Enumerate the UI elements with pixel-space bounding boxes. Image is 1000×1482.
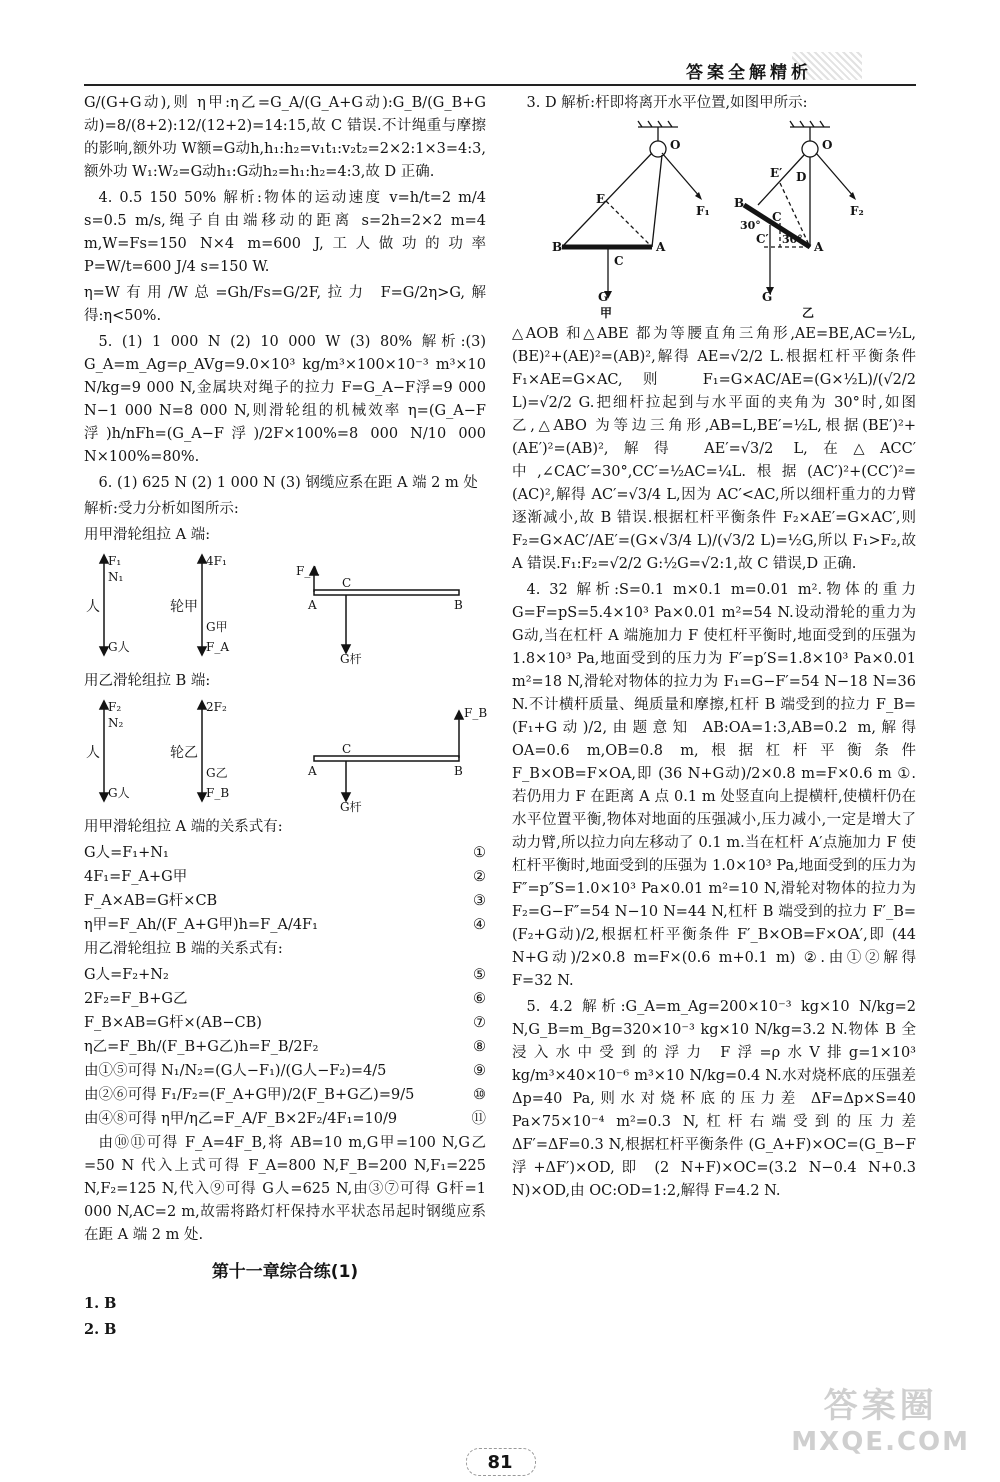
fig2-2f2-label: 2F₂ <box>206 700 227 714</box>
right-column <box>512 92 916 1206</box>
watermark-line-1: 答案圈 <box>823 1386 938 1426</box>
jia-a-label: A <box>656 240 666 254</box>
force-diagram-jia <box>84 551 484 666</box>
equation-9: 由①⑤可得 N₁/N₂=(G人−F₁)/(G人−F₂)=4/5 ⑨ <box>84 1063 486 1079</box>
yi-g-label: G <box>762 290 773 304</box>
fig1-b-label: B <box>454 598 463 612</box>
right-paragraph-q4: 4. 32 解析:S=0.1 m×0.1 m=0.01 m².物体的重力 G=F=pS=5.4×10³ Pa×0.01 m²=54 N.设动滑轮的重力为 G动,当在杠杆 A 端施加力 F 使杠杆平衡时,地面受到的压强为 1.8×10³ Pa,地面受到的压力为 F′=p′S=1.8×10³ Pa×0.01 m²=18 N,滑轮对物体的拉力为 F₁=G−F′=54 N−18 N=36 N.不计横杆质量、绳质量和摩擦,杠杆 B 端受到的拉力 F_B=(F₁+G动)/2,由题意知 AB:OA=1:3,AB=0.2 m,解得 OA=0.6 m,OB=0.8 m,根据杠杆平衡条件 F_B×OB=F×OA,即 (36 N+G动)/2×0.8 m=F×0.6 m ①.若仍用力 F 在距离 A 点 0.1 m 处竖直向上提横杆,使横杆仍在水平位置平衡,物体对地面的压强减小,压力减小,一定是增大了动力臂,所以拉力向左移动了 0.1 m.当在杠杆 A′点施加力 F 使杠杆平衡时,地面受到的压强为 1.0×10³ Pa,地面受到的压力为 F″=p″S=1.0×10³ Pa×0.01 m²=10 N,滑轮对物体的拉力为 F₂=G−F″=54 N−10 N=44 N,杠杆 B 端受到的拉力 F′_B=(F₂+G动)/2,根据杠杆平衡条件 F′_B×OB=F×OA′,即 (44 N+G动)/2×0.8 m=F×(0.6 m+0.1 m) ②.由①②解得 F=32 N. <box>512 582 916 989</box>
fig2-gyi-label: G乙 <box>206 766 228 780</box>
yi-a-label: A <box>814 240 824 254</box>
jia-o-label: O <box>670 138 681 152</box>
yi-e-label: E′ <box>770 166 783 180</box>
jia-g-label: G <box>598 290 609 304</box>
equation-1: G人=F₁+N₁ ① <box>84 845 486 861</box>
header-rule <box>84 84 916 86</box>
yi-d-label: D <box>796 170 807 184</box>
equation-2: 4F₁=F_A+G甲 ② <box>84 869 486 885</box>
equation-8: η乙=F_Bh/(F_B+G乙)h=F_B/2F₂ ⑧ <box>84 1039 486 1055</box>
force-diagram-yi <box>84 697 488 814</box>
fig1-grod-label: G杆 <box>340 652 362 666</box>
fig1-person-label: 人 <box>86 599 100 615</box>
section-title: 第十一章综合练(1) <box>211 1262 359 1282</box>
fig1-gperson-label: G人 <box>108 640 130 654</box>
fig1-a-label: A <box>308 598 317 612</box>
yi-angle-a-label: 30° <box>782 233 803 246</box>
left-paragraph-q4: 4. 0.5 150 50% 解析:物体的运动速度 v=h/t=2 m/4 s=0.5 m/s,绳子自由端移动的距离 s=2h=2×2 m=4 m,W=Fs=150 N×4 m=600 J,工人做功的功率 P=W/t=600 J/4 s=150 W. <box>84 190 486 275</box>
fig1-n1-label: N₁ <box>108 570 124 584</box>
answer-1: 1. B <box>84 1295 117 1312</box>
equation-10: 由②⑥可得 F₁/F₂=(F_A+G甲)/2(F_B+G乙)=9/5 ⑩ <box>84 1087 486 1103</box>
yi-angle-b-label: 30° <box>740 219 761 232</box>
fig1-4f1-label: 4F₁ <box>206 554 227 568</box>
lever-diagrams <box>512 119 912 319</box>
left-column <box>84 92 486 1344</box>
equation-7: F_B×AB=G杆×(AB−CB) ⑦ <box>84 1015 486 1031</box>
jia-f1-label: F₁ <box>696 204 710 218</box>
fig2-person-label: 人 <box>86 745 100 761</box>
fig2-c-label: C <box>342 742 352 756</box>
fig1-c-label: C <box>342 576 352 590</box>
caption-jia: 甲 <box>600 306 613 320</box>
left-paragraph-eta: η=W有用/W总=Gh/Fs=G/2F,拉力 F=G/2η>G,解得:η<50%. <box>84 285 486 324</box>
equation-4: η甲=F_Ah/(F_A+G甲)h=F_A/4F₁ ④ <box>84 917 486 933</box>
header-title: 答案全解精析 <box>686 63 812 83</box>
right-paragraph-q3-analysis: △AOB 和△ABE 都为等腰直角三角形,AE=BE,AC=½L,(BE)²+(AE)²=(AB)²,解得 AE=√2/2 L.根据杠杆平衡条件 F₁×AE=G×AC,则 F₁=G×AC/AE=(G×½L)/(√2/2 L)=√2/2 G.把细杆拉起到与水平面的夹角为 30°时,如图乙,△ABO 为等边三角形,AB=L,BE′=½L,根据(BE′)²+(AE′)²=(AB)²,解得 AE′=√3/2 L,在△ACC′中,∠CAC′=30°,CC′=½AC=¼L.根据(AC′)²+(CC′)²=(AC)²,解得 AC′=√3/4 L,因为 AC′<AC,所以细杆重力的力臂逐渐减小,故 B 错误.根据杠杆平衡条件 F₂×AE′=G×AC′,则 F₂=G×AC′/AE′=(G×√3/4 L)/(√3/2 L)=½G,所以 F₁>F₂,故 A 错误.F₁:F₂=√2/2 G:½G=√2:1,故 C 错误,D 正确. <box>512 326 916 572</box>
left-paragraph-analysis: 解析:受力分析如图所示: <box>84 501 239 517</box>
left-paragraph-relations-jia: 用甲滑轮组拉 A 端的关系式有: <box>84 819 283 835</box>
equation-3: F_A×AB=G杆×CB ③ <box>84 893 486 909</box>
watermark <box>791 1388 970 1460</box>
watermark-line-2: MXQE.COM <box>791 1427 970 1457</box>
fig2-fb-pull-label: F_B <box>206 786 230 800</box>
equation-5: G人=F₂+N₂ ⑤ <box>84 967 486 983</box>
fig2-f2-label: F₂ <box>108 700 122 714</box>
fig2-pulley-label: 轮乙 <box>170 745 198 761</box>
caption-yi: 乙 <box>802 306 815 320</box>
yi-cprime-label: C′ <box>756 232 769 246</box>
equation-11: 由④⑧可得 η甲/η乙=F_A/F_B×2F₂/4F₁=10/9 ⑪ <box>84 1111 486 1127</box>
fig2-fb-label: F_B <box>464 706 488 720</box>
fig2-a-label: A <box>308 764 317 778</box>
fig1-fa-pull-label: F_A <box>206 640 229 654</box>
fig1-f1-label: F₁ <box>108 554 122 568</box>
fig2-b-label: B <box>454 764 463 778</box>
yi-o-label: O <box>822 138 833 152</box>
left-paragraph-q5: 5. (1) 1 000 N (2) 10 000 W (3) 80% 解析:(3) G_A=m_Ag=ρ_AVg=9.0×10³ kg/m³×100×10⁻³ m³×10 N/kg=9 000 N,金属块对绳子的拉力 F=G_A−F浮=9 000 N−1 000 N=8 000 N,则滑轮组的机械效率 η=(G_A−F浮)h/nFh=(G_A−F浮)/2F×100%=8 000 N/10 000 N×100%=80%. <box>84 334 486 465</box>
equation-6: 2F₂=F_B+G乙 ⑥ <box>84 991 486 1007</box>
right-paragraph-q5: 5. 4.2 解析:G_A=m_Ag=200×10⁻³ kg×10 N/kg=2 N,G_B=m_Bg=320×10⁻³ kg×10 N/kg=3.2 N.物体 B 全浸入水中受到的浮力 F浮=ρ水V排g=1×10³ kg/m³×40×10⁻⁶ m³×10 N/kg=0.4 N.水对烧杯底的压强差 Δp=40 Pa,则水对烧杯底的压力差 ΔF=Δp×S=40 Pa×75×10⁻⁴ m²=0.3 N,杠杆右端受到的压力差 ΔF′=ΔF=0.3 N,根据杠杆平衡条件 (G_A+F)×OC=(G_B−F浮+ΔF′)×OD,即 (2 N+F)×OC=(3.2 N−0.4 N+0.3 N)×OD,由 OC:OD=1:2,解得 F=4.2 N. <box>512 999 916 1199</box>
yi-b-label: B <box>734 196 745 210</box>
fig1-gjia-label: G甲 <box>206 620 228 634</box>
yi-f2-label: F₂ <box>850 204 864 218</box>
page-number: 81 <box>487 1452 513 1473</box>
left-paragraph-jia: 用甲滑轮组拉 A 端: <box>84 527 211 543</box>
fig1-pulley-label: 轮甲 <box>170 599 198 615</box>
jia-b-label: B <box>552 240 563 254</box>
left-paragraph-relations-yi: 用乙滑轮组拉 B 端的关系式有: <box>84 941 283 957</box>
left-paragraph-conclusion: 由⑩⑪可得 F_A=4F_B,将 AB=10 m,G甲=100 N,G乙=50 N 代入上式可得 F_A=800 N,F_B=200 N,F₁=225 N,F₂=125 N,代入⑨可得 G人=625 N,由③⑦可得 G杆=1 000 N,AC=2 m,故需将路灯杆保持水平状态吊起时钢缆应系在距 A 端 2 m 处. <box>84 1135 486 1243</box>
left-paragraph-q6: 6. (1) 625 N (2) 1 000 N (3) 钢缆应系在距 A 端 2 m 处 <box>98 475 478 491</box>
yi-c-label: C <box>772 210 782 224</box>
jia-e-label: E <box>596 192 606 206</box>
fig2-gperson-label: G人 <box>108 786 130 800</box>
right-paragraph-q3: 3. D 解析:杆即将离开水平位置,如图甲所示: <box>526 95 808 111</box>
left-paragraph-1: G/(G+G动),则 η甲:η乙=G_A/(G_A+G动):G_B/(G_B+G动)=8/(8+2):12/(12+2)=14:15,故 C 错误.不计绳重与摩擦的影响,额外功 W额=G动h,h₁:h₂=v₁t₁:v₂t₂=2×2:1×3=4:3,额外功 W₁:W₂=G动h₁:G动h₂=h₁:h₂=4:3,故 D 正确. <box>84 95 486 180</box>
left-paragraph-yi: 用乙滑轮组拉 B 端: <box>84 673 211 689</box>
jia-c-label: C <box>614 254 624 268</box>
fig2-n2-label: N₂ <box>108 716 124 730</box>
fig2-grod-label: G杆 <box>340 800 362 814</box>
fig1-fa-label: F_A <box>296 564 319 578</box>
answer-2: 2. B <box>84 1321 117 1338</box>
